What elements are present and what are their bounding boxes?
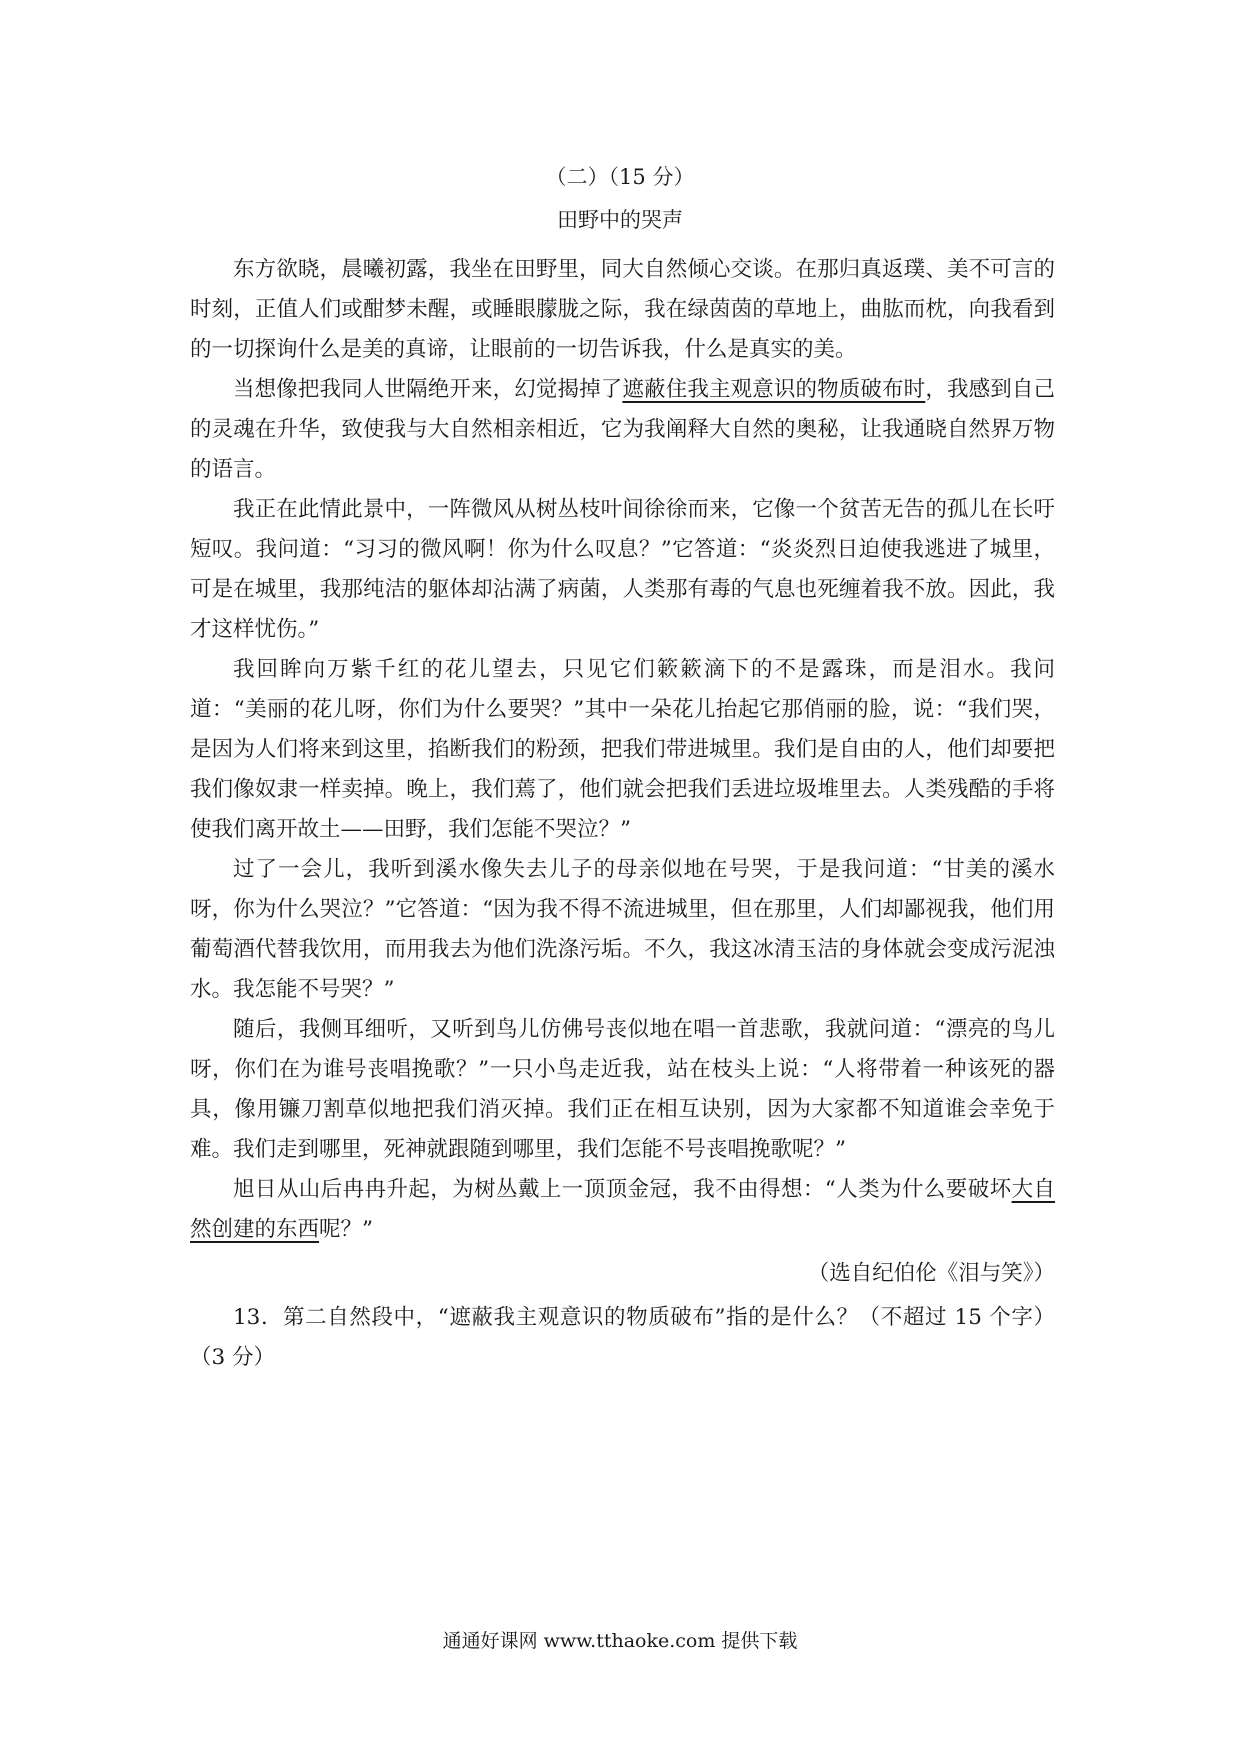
paragraph-2-text-a: 当想像把我同人世隔绝开来，幻觉揭掉了 bbox=[233, 377, 623, 402]
underlined-phrase-nature-creation: 大自然创建的东西 bbox=[190, 1177, 1055, 1242]
paragraph-2-text-b: ，我感到自己的灵魂在升华，致使我与大自然相亲相近，它为我阐释大自然的奥秘，让我通晓自然界万物的语言。 bbox=[190, 377, 1055, 482]
paragraph-2 bbox=[190, 370, 1055, 490]
paragraph-7-text-a: 旭日从山后冉冉升起，为树丛戴上一顶顶金冠，我不由得想：“人类为什么要破坏 bbox=[233, 1177, 1012, 1202]
article-title: 田野中的哭声 bbox=[557, 208, 683, 232]
section-header: （二）（15 分） bbox=[545, 165, 695, 189]
paragraph-7-text-b: 呢？” bbox=[319, 1217, 374, 1242]
paragraph-3: 我正在此情此景中，一阵微风从树丛枝叶间徐徐而来，它像一个贫苦无告的孤儿在长吁短叹。我问道：“习习的微风啊！你为什么叹息？”它答道：“炎炎烈日迫使我逃进了城里，可是在城里，我那纯洁的躯体却沾满了病菌，人类那有毒的气息也死缠着我不放。因此，我才这样忧伤。” bbox=[190, 497, 1055, 642]
paragraph-4: 我回眸向万紫千红的花儿望去，只见它们簌簌滴下的不是露珠，而是泪水。我问道：“美丽的花儿呀，你们为什么要哭？”其中一朵花儿抬起它那俏丽的脸，说：“我们哭，是因为人们将来到这里，掐断我们的粉颈，把我们带进城里。我们是自由的人，他们却要把我们像奴隶一样卖掉。晚上，我们蔫了，他们就会把我们丢进垃圾堆里去。人类残酷的手将使我们离开故土——田野，我们怎能不哭泣？” bbox=[190, 657, 1055, 842]
paragraph-6: 随后，我侧耳细听，又听到鸟儿仿佛号丧似地在唱一首悲歌，我就问道：“漂亮的鸟儿呀，你们在为谁号丧唱挽歌？”一只小鸟走近我，站在枝头上说：“人将带着一种该死的器具，像用镰刀割草似地把我们消灭掉。我们正在相互诀别，因为大家都不知道谁会幸免于难。我们走到哪里，死神就跟随到哪里，我们怎能不号丧唱挽歌呢？” bbox=[190, 1017, 1055, 1162]
article-body bbox=[190, 250, 1055, 1378]
page-footer: 通通好课网 www.tthaoke.com 提供下载 bbox=[442, 1630, 798, 1652]
underlined-phrase-material-cloth: 遮蔽住我主观意识的物质破布时 bbox=[622, 377, 926, 402]
question-13: 13．第二自然段中，“遮蔽我主观意识的物质破布”指的是什么？（不超过 15 个字）（3 分） bbox=[190, 1305, 1055, 1370]
paragraph-5: 过了一会儿，我听到溪水像失去儿子的母亲似地在号哭，于是我问道：“甘美的溪水呀，你为什么哭泣？”它答道：“因为我不得不流进城里，但在那里，人们却鄙视我，他们用葡萄酒代替我饮用，而用我去为他们洗涤污垢。不久，我这冰清玉洁的身体就会变成污泥浊水。我怎能不号哭？” bbox=[190, 857, 1055, 1002]
paragraph-7 bbox=[190, 1170, 1055, 1250]
paragraph-1: 东方欲晓，晨曦初露，我坐在田野里，同大自然倾心交谈。在那归真返璞、美不可言的时刻，正值人们或酣梦未醒，或睡眼朦胧之际，我在绿茵茵的草地上，曲肱而枕，向我看到的一切探询什么是美的真谛，让眼前的一切告诉我，什么是真实的美。 bbox=[190, 257, 1055, 362]
source-citation: （选自纪伯伦《泪与笑》） bbox=[807, 1261, 1055, 1286]
